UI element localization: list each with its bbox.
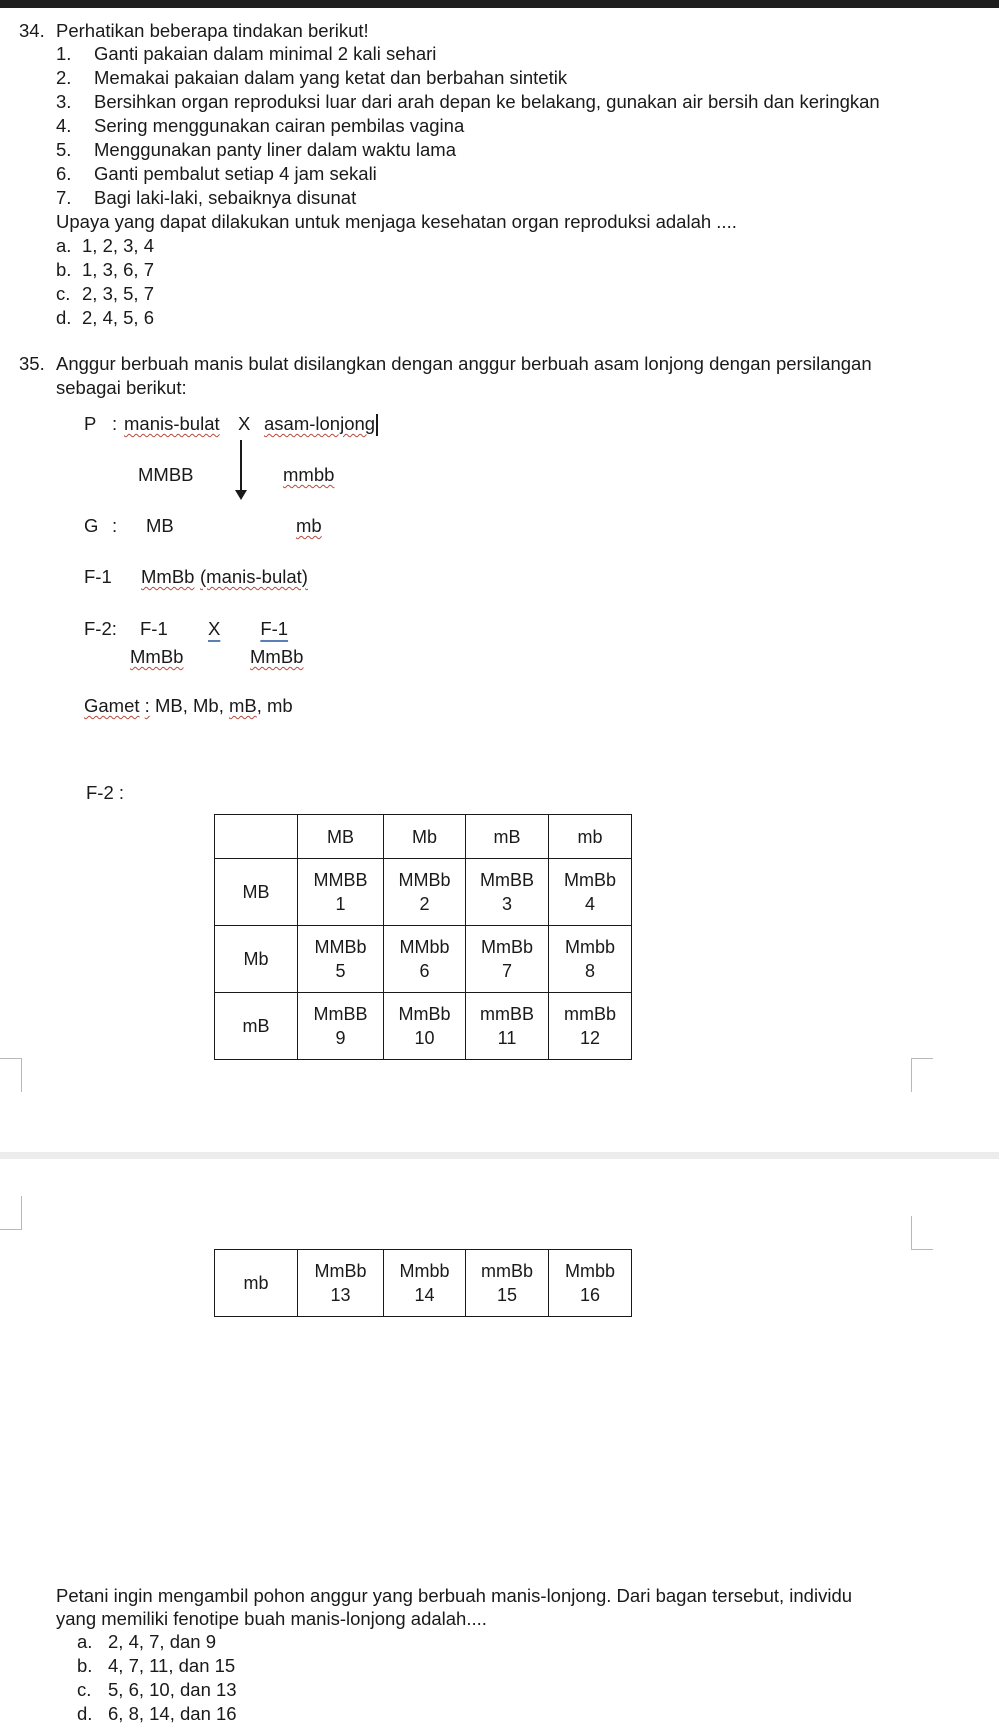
row-header-cell: MB <box>215 859 298 926</box>
f2-genotype-1: MmBb <box>130 646 184 667</box>
table-header-cell: mB <box>466 815 549 859</box>
question-prompt: Perhatikan beberapa tindakan berikut! <box>56 20 369 41</box>
list-item-number: 7. <box>56 187 72 208</box>
table-header-row <box>215 815 632 859</box>
list-item-number: 2. <box>56 67 72 88</box>
table-row <box>215 859 632 926</box>
table-cell: MmBb 10 <box>384 993 466 1060</box>
list-item: Memakai pakaian dalam yang ketat dan berbahan sintetik <box>94 67 568 88</box>
p-label: P <box>84 413 97 434</box>
down-arrow-icon <box>240 440 242 490</box>
option-label: d. <box>77 1703 93 1724</box>
parent-phenotype-1: manis-bulat <box>124 413 220 434</box>
question-text-cont: yang memiliki fenotipe buah manis-lonjong adalah.... <box>56 1608 487 1629</box>
gamet-value: mB <box>228 695 257 716</box>
text-cursor <box>376 414 378 436</box>
top-bar <box>0 0 999 8</box>
gamet-value: Mb <box>192 695 219 716</box>
table-row <box>215 1250 632 1317</box>
table-header-cell: Mb <box>384 815 466 859</box>
table-cell: MmBb 13 <box>298 1250 384 1317</box>
table-row <box>215 993 632 1060</box>
table-cell: MMbb 6 <box>384 926 466 993</box>
table-cell: MmBB 3 <box>466 859 549 926</box>
question-number: 34. <box>19 20 45 41</box>
list-item: Sering menggunakan cairan pembilas vagina <box>94 115 465 136</box>
f1-label: F-1 <box>84 566 112 587</box>
option-label: c. <box>77 1679 92 1700</box>
f2-genotype-2: MmBb <box>250 646 304 667</box>
table-row <box>215 926 632 993</box>
f1-genotype: MmBb <box>141 566 195 587</box>
table-cell: MMBB 1 <box>298 859 384 926</box>
option-label: d. <box>56 307 72 328</box>
parent-genotype-2: mmbb <box>283 464 335 485</box>
parent-genotype-1: MMBB <box>138 464 194 485</box>
f2-parent-1: F-1 <box>140 618 168 639</box>
f2-cross-symbol: X <box>208 618 221 639</box>
option-text: 2, 4, 7, dan 9 <box>108 1631 217 1652</box>
page-corner-mark <box>911 1216 933 1250</box>
question-text: Petani ingin mengambil pohon anggur yang berbuah manis-lonjong. Dari bagan tersebut, individu <box>56 1585 853 1606</box>
page-break <box>0 1152 999 1159</box>
p-colon: : <box>112 413 118 434</box>
list-item-number: 1. <box>56 43 72 64</box>
list-item: Ganti pakaian dalam minimal 2 kali sehari <box>94 43 437 64</box>
option-text: 6, 8, 14, dan 16 <box>108 1703 237 1724</box>
question-text: Upaya yang dapat dilakukan untuk menjaga kesehatan organ reproduksi adalah .... <box>56 211 737 232</box>
gamete-1: MB <box>146 515 174 536</box>
table-cell: MmBB 9 <box>298 993 384 1060</box>
g-colon: : <box>112 515 118 536</box>
punnett-table <box>214 814 632 1060</box>
option-text: 1, 3, 6, 7 <box>82 259 154 280</box>
gamet-colon: : <box>144 695 150 716</box>
parent-phenotype-2: asam-lonjong <box>264 413 376 434</box>
table-cell: mmBB 11 <box>466 993 549 1060</box>
option-label: c. <box>56 283 71 304</box>
option-label: a. <box>56 235 72 256</box>
table-cell: Mmbb 16 <box>549 1250 632 1317</box>
option-text: 4, 7, 11, dan 15 <box>108 1655 236 1676</box>
option-text: 2, 3, 5, 7 <box>82 283 154 304</box>
page-corner-mark <box>0 1058 22 1092</box>
list-item: Bersihkan organ reproduksi luar dari arah depan ke belakang, gunakan air bersih dan keringkan <box>94 91 880 112</box>
table-cell: Mmbb 14 <box>384 1250 466 1317</box>
table-cell: MmBb 4 <box>549 859 632 926</box>
list-item-number: 6. <box>56 163 72 184</box>
g-label: G <box>84 515 99 536</box>
table-cell: MMBb 5 <box>298 926 384 993</box>
option-text: 5, 6, 10, dan 13 <box>108 1679 237 1700</box>
f2-label: F-2: <box>84 618 117 639</box>
option-text: 2, 4, 5, 6 <box>82 307 154 328</box>
list-item-number: 4. <box>56 115 72 136</box>
list-item: Bagi laki-laki, sebaiknya disunat <box>94 187 357 208</box>
page-corner-mark <box>0 1196 22 1230</box>
arrow-head <box>235 490 247 500</box>
option-label: a. <box>77 1631 93 1652</box>
table-cell: MMBb 2 <box>384 859 466 926</box>
row-header-cell: mb <box>215 1250 298 1317</box>
table-cell: Mmbb 8 <box>549 926 632 993</box>
option-text: 1, 2, 3, 4 <box>82 235 154 256</box>
list-item: Menggunakan panty liner dalam waktu lama <box>94 139 456 160</box>
table-header-cell: mb <box>549 815 632 859</box>
f2-parent-2: F-1 <box>260 618 289 639</box>
list-item-number: 5. <box>56 139 72 160</box>
list-item-number: 3. <box>56 91 72 112</box>
gamet-value: mb <box>267 695 293 716</box>
table-header-cell: MB <box>298 815 384 859</box>
question-prompt-cont: sebagai berikut: <box>56 377 187 398</box>
question-number: 35. <box>19 353 45 374</box>
row-header-cell: Mb <box>215 926 298 993</box>
cross-symbol: X <box>238 413 251 434</box>
page-corner-mark <box>911 1058 933 1092</box>
gamet-label: Gamet <box>84 695 140 716</box>
row-header-cell: mB <box>215 993 298 1060</box>
table-cell: MmBb 7 <box>466 926 549 993</box>
table-header-cell <box>215 815 298 859</box>
f1-phenotype: (manis-bulat) <box>200 566 308 587</box>
punnett-table-continued <box>214 1249 632 1317</box>
option-label: b. <box>56 259 72 280</box>
gamet-value: MB <box>154 695 183 716</box>
table-cell: mmBb 12 <box>549 993 632 1060</box>
table-cell: mmBb 15 <box>466 1250 549 1317</box>
list-item: Ganti pembalut setiap 4 jam sekali <box>94 163 377 184</box>
question-prompt: Anggur berbuah manis bulat disilangkan dengan anggur berbuah asam lonjong dengan persilangan <box>56 353 872 374</box>
gamete-2: mb <box>296 515 322 536</box>
f2-table-label: F-2 : <box>86 782 125 803</box>
option-label: b. <box>77 1655 93 1676</box>
